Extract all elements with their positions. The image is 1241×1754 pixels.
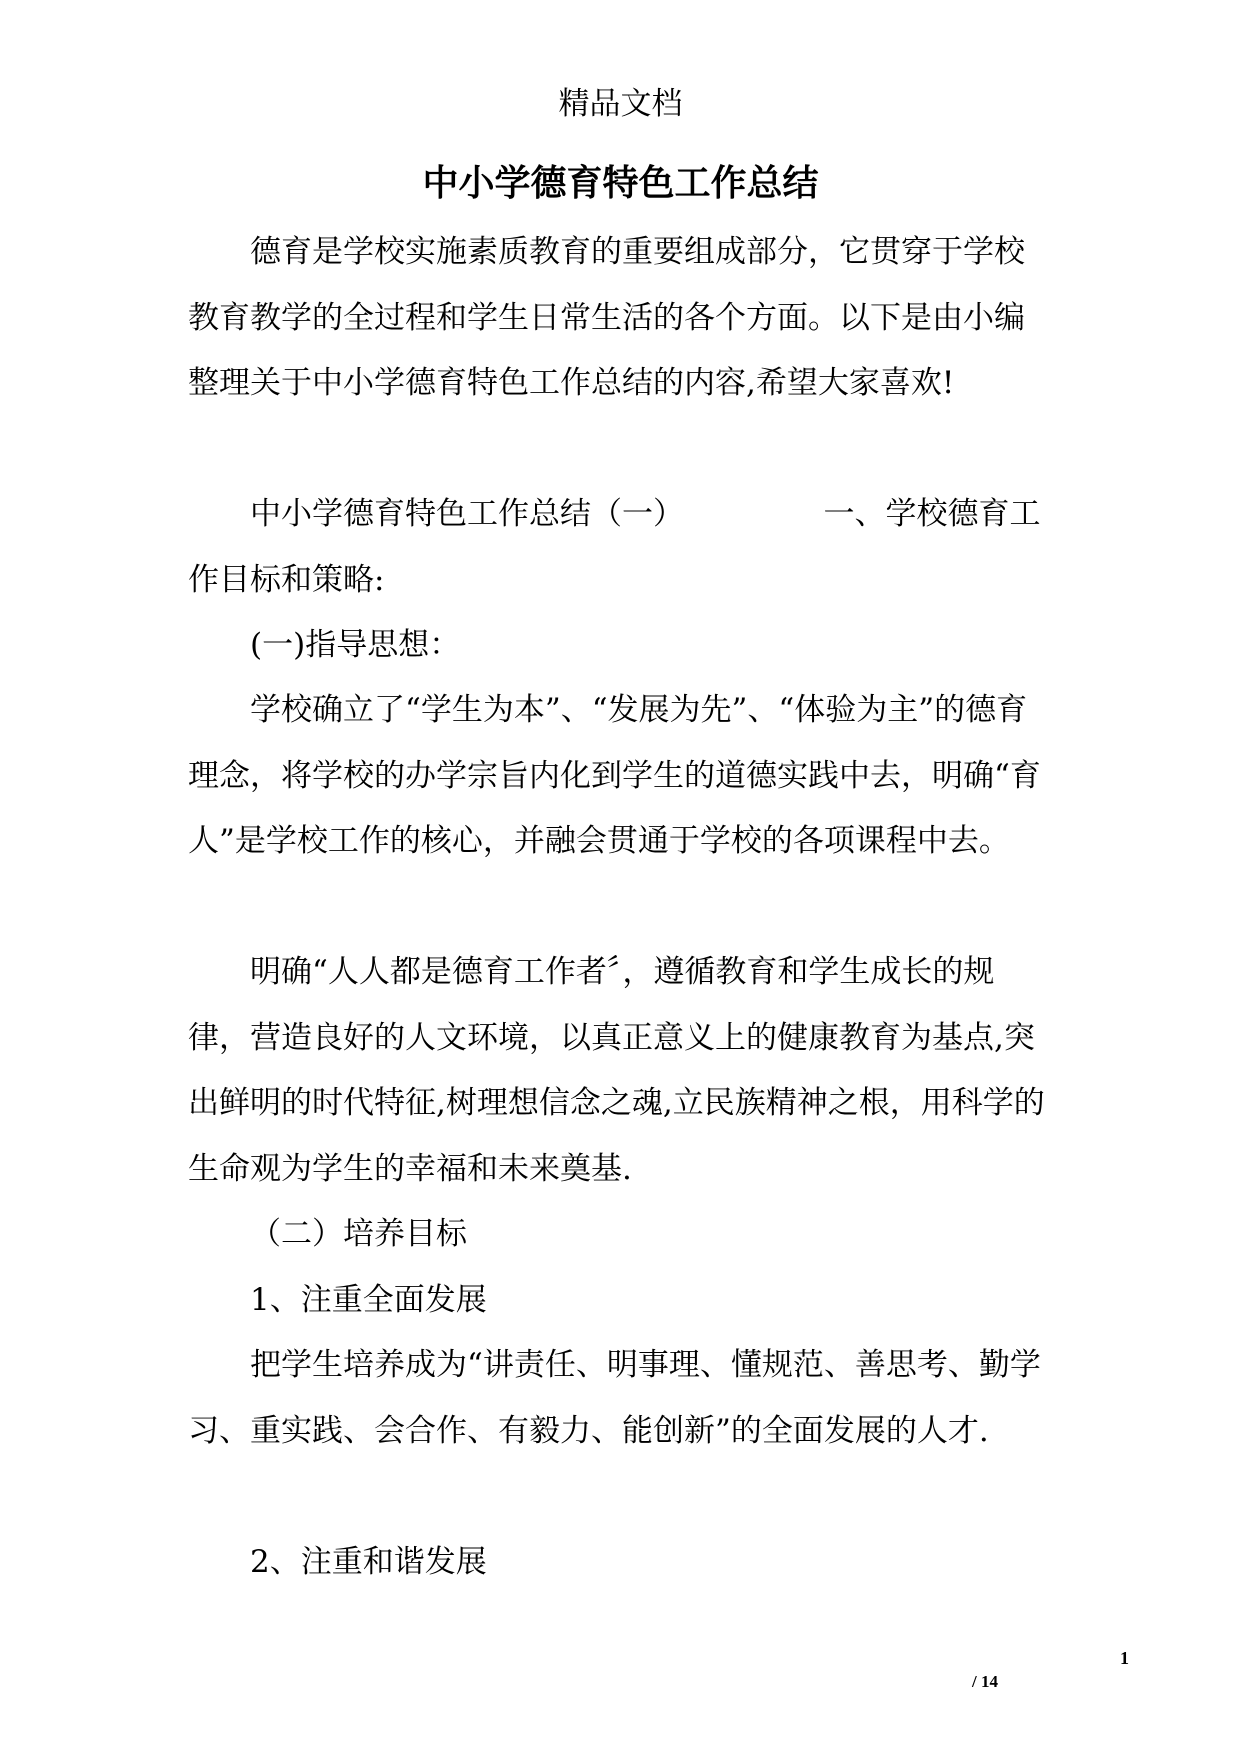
paragraph-text: 学校确立了“学生为本”、“发展为先”、“体验为主”的德育理念，将学校的办学宗旨内化到学生的道德实践中去，明确“育人”是学校工作的核心，并融会贯通于学校的各项课程中去。 (188, 692, 1041, 859)
document-title: 中小学德育特色工作总结 (422, 162, 819, 204)
paragraph-text: 2、注重和谐发展 (250, 1544, 487, 1580)
paragraph-item-1 (188, 1268, 1046, 1334)
paragraph-item-2 (188, 1530, 1046, 1596)
paragraph-subheading-training-goals (188, 1202, 1046, 1268)
paragraph-text: 1、注重全面发展 (250, 1282, 487, 1318)
page-total: / 14 (972, 1672, 998, 1691)
paragraph-text: (一)指导思想： (250, 627, 461, 663)
paragraph-comprehensive-development (188, 1333, 1046, 1464)
paragraph-text: 中小学德育特色工作总结（一） 一、学校德育工作目标和策略: (188, 496, 1041, 598)
paragraph-text: 明确“人人都是德育工作者〞，遵循教育和学生成长的规律，营造良好的人文环境，以真正意义上的健康教育为基点,突出鲜明的时代特征,树理想信念之魂,立民族精神之根，用科学的生命观为学生的幸福和未来奠基. (188, 954, 1045, 1187)
paragraph-intro (188, 220, 1046, 417)
paragraph-section-heading (188, 482, 1046, 613)
paragraph-text: 把学生培养成为“讲责任、明事理、懂规范、善思考、勤学习、重实践、会合作、有毅力、能创新”的全面发展的人才. (188, 1347, 1041, 1449)
page-number: 1 (1120, 1648, 1129, 1668)
paragraph-subheading-guiding-ideology (188, 613, 1046, 679)
page-header-watermark: 精品文档 (558, 86, 683, 122)
paragraph-text: 德育是学校实施素质教育的重要组成部分，它贯穿于学校教育教学的全过程和学生日常生活的各个方面。以下是由小编整理关于中小学德育特色工作总结的内容,希望大家喜欢! (188, 234, 1025, 401)
paragraph-text: （二）培养目标 (250, 1216, 467, 1252)
paragraph-everyone-educator (188, 940, 1046, 1202)
paragraph-education-philosophy (188, 678, 1046, 875)
